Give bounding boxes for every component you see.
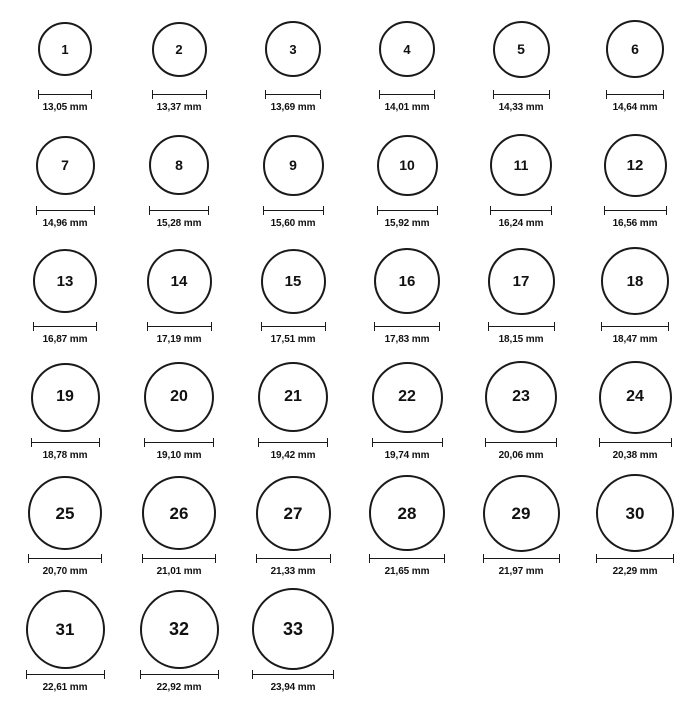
diameter-measure-bar	[488, 322, 555, 331]
measure-tick-right	[556, 438, 557, 447]
ring-circle	[256, 476, 331, 551]
measure-line	[601, 326, 669, 327]
diameter-measure-bar	[261, 322, 326, 331]
diameter-label: 18,15 mm	[498, 334, 544, 345]
ring-size-cell	[350, 122, 464, 238]
measure-line	[596, 558, 674, 559]
measure-line	[372, 442, 443, 443]
ring-circle	[147, 249, 212, 314]
diameter-measure-bar	[265, 90, 321, 99]
measure-tick-left	[493, 90, 494, 99]
diameter-label: 16,87 mm	[42, 334, 88, 345]
ring-circle-wrap	[488, 238, 555, 324]
ring-circle	[38, 22, 92, 76]
ring-circle-wrap	[38, 6, 92, 92]
ring-size-number: 16	[398, 272, 416, 290]
measure-tick-right	[320, 90, 321, 99]
ring-circle-wrap	[152, 6, 207, 92]
diameter-measure-bar	[485, 438, 557, 447]
measure-line	[28, 558, 102, 559]
measure-line	[26, 674, 105, 675]
ring-circle	[374, 248, 440, 314]
diameter-label: 14,96 mm	[42, 218, 88, 229]
measure-tick-left	[374, 322, 375, 331]
diameter-label: 16,24 mm	[498, 218, 544, 229]
ring-circle	[152, 22, 207, 77]
diameter-measure-bar	[596, 554, 674, 563]
measure-line	[147, 326, 212, 327]
measure-tick-left	[38, 90, 39, 99]
diameter-label: 13,05 mm	[42, 102, 88, 113]
measure-tick-right	[91, 90, 92, 99]
measure-line	[152, 94, 207, 95]
ring-size-cell	[236, 586, 350, 702]
ring-size-number: 20	[170, 388, 188, 405]
ring-size-cell	[350, 354, 464, 470]
diameter-label: 16,56 mm	[612, 218, 658, 229]
diameter-measure-bar	[28, 554, 102, 563]
ring-circle	[140, 590, 219, 669]
ring-size-number: 12	[626, 156, 644, 174]
measure-line	[261, 326, 326, 327]
diameter-label: 14,64 mm	[612, 102, 658, 113]
measure-line	[258, 442, 328, 443]
measure-tick-left	[599, 438, 600, 447]
measure-line	[488, 326, 555, 327]
ring-size-cell	[122, 122, 236, 238]
ring-circle	[142, 476, 216, 550]
ring-circle	[149, 135, 209, 195]
measure-tick-left	[483, 554, 484, 563]
ring-size-cell	[464, 6, 578, 122]
measure-line	[485, 442, 557, 443]
ring-circle-wrap	[377, 122, 438, 208]
measure-line	[263, 210, 324, 211]
diameter-label: 21,33 mm	[270, 566, 316, 577]
measure-tick-right	[94, 206, 95, 215]
ring-size-number: 8	[175, 157, 183, 173]
diameter-measure-bar	[140, 670, 219, 679]
diameter-measure-bar	[483, 554, 560, 563]
ring-circle-wrap	[31, 354, 100, 440]
ring-circle-wrap	[36, 122, 95, 208]
measure-line	[252, 674, 334, 675]
ring-size-cell	[236, 6, 350, 122]
diameter-label: 21,97 mm	[498, 566, 544, 577]
diameter-label: 19,74 mm	[384, 450, 430, 461]
diameter-measure-bar	[490, 206, 552, 215]
measure-tick-left	[377, 206, 378, 215]
diameter-label: 21,01 mm	[156, 566, 202, 577]
measure-tick-left	[252, 670, 253, 679]
ring-circle	[261, 249, 326, 314]
ring-size-number: 13	[56, 272, 74, 290]
ring-size-number: 11	[513, 157, 529, 173]
measure-tick-left	[369, 554, 370, 563]
diameter-measure-bar	[604, 206, 667, 215]
ring-size-number: 7	[61, 157, 69, 173]
ring-size-cell	[122, 238, 236, 354]
measure-tick-right	[101, 554, 102, 563]
ring-size-cell	[122, 354, 236, 470]
ring-circle	[493, 21, 550, 78]
measure-tick-right	[442, 438, 443, 447]
diameter-label: 17,83 mm	[384, 334, 430, 345]
ring-size-cell	[8, 122, 122, 238]
measure-line	[33, 326, 97, 327]
diameter-label: 20,70 mm	[42, 566, 88, 577]
measure-line	[369, 558, 445, 559]
ring-size-number: 5	[517, 41, 525, 57]
measure-tick-right	[434, 90, 435, 99]
ring-size-number: 23	[512, 388, 530, 405]
measure-line	[256, 558, 331, 559]
measure-tick-right	[218, 670, 219, 679]
measure-tick-right	[437, 206, 438, 215]
ring-circle	[31, 363, 100, 432]
measure-tick-right	[104, 670, 105, 679]
measure-tick-right	[554, 322, 555, 331]
diameter-measure-bar	[144, 438, 214, 447]
measure-line	[142, 558, 216, 559]
ring-size-number: 9	[289, 157, 297, 173]
ring-circle	[604, 134, 667, 197]
ring-size-number: 10	[399, 157, 415, 173]
measure-tick-right	[213, 438, 214, 447]
ring-circle-wrap	[142, 470, 216, 556]
ring-size-cell	[8, 586, 122, 702]
measure-tick-right	[668, 322, 669, 331]
diameter-measure-bar	[493, 90, 550, 99]
ring-size-number: 1	[61, 41, 69, 57]
diameter-label: 17,51 mm	[270, 334, 316, 345]
ring-circle-wrap	[144, 354, 214, 440]
measure-tick-left	[604, 206, 605, 215]
ring-circle	[144, 362, 214, 432]
measure-tick-right	[330, 554, 331, 563]
measure-tick-right	[206, 90, 207, 99]
measure-tick-left	[265, 90, 266, 99]
measure-tick-right	[208, 206, 209, 215]
measure-tick-left	[152, 90, 153, 99]
ring-circle-wrap	[596, 470, 674, 556]
diameter-measure-bar	[38, 90, 92, 99]
diameter-measure-bar	[33, 322, 97, 331]
diameter-measure-bar	[599, 438, 672, 447]
measure-tick-left	[485, 438, 486, 447]
ring-size-number: 29	[511, 503, 531, 523]
ring-grid	[8, 6, 692, 702]
diameter-measure-bar	[379, 90, 435, 99]
ring-circle	[483, 475, 560, 552]
measure-tick-left	[26, 670, 27, 679]
ring-size-cell	[350, 238, 464, 354]
diameter-measure-bar	[374, 322, 440, 331]
diameter-measure-bar	[263, 206, 324, 215]
diameter-measure-bar	[369, 554, 445, 563]
diameter-label: 19,10 mm	[156, 450, 202, 461]
diameter-measure-bar	[36, 206, 95, 215]
measure-tick-left	[140, 670, 141, 679]
measure-line	[377, 210, 438, 211]
measure-line	[379, 94, 435, 95]
ring-circle-wrap	[599, 354, 672, 440]
diameter-label: 18,47 mm	[612, 334, 658, 345]
ring-size-number: 27	[283, 503, 303, 523]
ring-circle-wrap	[601, 238, 669, 324]
ring-size-number: 33	[282, 619, 304, 639]
measure-tick-right	[671, 438, 672, 447]
ring-size-number: 21	[284, 388, 302, 405]
ring-size-cell	[350, 470, 464, 586]
diameter-label: 14,33 mm	[498, 102, 544, 113]
diameter-label: 17,19 mm	[156, 334, 202, 345]
diameter-measure-bar	[147, 322, 212, 331]
ring-circle-wrap	[252, 586, 334, 672]
ring-size-number: 17	[512, 272, 530, 290]
measure-tick-left	[372, 438, 373, 447]
measure-line	[38, 94, 92, 95]
ring-size-number: 22	[398, 388, 416, 405]
diameter-label: 13,69 mm	[270, 102, 316, 113]
ring-size-cell	[464, 238, 578, 354]
measure-tick-left	[149, 206, 150, 215]
ring-circle	[596, 474, 674, 552]
ring-circle-wrap	[379, 6, 435, 92]
measure-tick-left	[36, 206, 37, 215]
measure-line	[149, 210, 209, 211]
ring-circle-wrap	[140, 586, 219, 672]
ring-size-number: 25	[55, 503, 75, 523]
measure-tick-right	[211, 322, 212, 331]
ring-circle-wrap	[149, 122, 209, 208]
ring-size-number: 31	[55, 619, 75, 639]
measure-tick-left	[490, 206, 491, 215]
ring-size-cell	[578, 122, 692, 238]
measure-tick-right	[549, 90, 550, 99]
ring-size-cell	[236, 354, 350, 470]
ring-size-cell	[8, 354, 122, 470]
diameter-measure-bar	[606, 90, 664, 99]
ring-size-number: 2	[175, 41, 183, 57]
diameter-label: 22,61 mm	[42, 682, 88, 693]
diameter-label: 15,92 mm	[384, 218, 430, 229]
measure-tick-right	[327, 438, 328, 447]
measure-tick-left	[28, 554, 29, 563]
ring-circle-wrap	[28, 470, 102, 556]
ring-circle	[372, 362, 443, 433]
ring-size-number: 3	[289, 41, 297, 57]
measure-line	[144, 442, 214, 443]
ring-circle	[599, 361, 672, 434]
measure-tick-left	[142, 554, 143, 563]
measure-line	[606, 94, 664, 95]
diameter-measure-bar	[149, 206, 209, 215]
diameter-measure-bar	[258, 438, 328, 447]
ring-circle-wrap	[147, 238, 212, 324]
ring-size-number: 15	[284, 272, 302, 290]
measure-line	[31, 442, 100, 443]
ring-size-number: 26	[169, 503, 189, 523]
measure-tick-left	[601, 322, 602, 331]
measure-tick-left	[256, 554, 257, 563]
measure-line	[490, 210, 552, 211]
ring-circle	[33, 249, 97, 313]
measure-tick-left	[144, 438, 145, 447]
ring-size-cell	[350, 6, 464, 122]
diameter-measure-bar	[152, 90, 207, 99]
ring-size-cell	[8, 6, 122, 122]
measure-tick-right	[325, 322, 326, 331]
measure-tick-left	[31, 438, 32, 447]
ring-size-number: 28	[397, 503, 417, 523]
ring-size-cell	[122, 586, 236, 702]
ring-size-cell	[236, 122, 350, 238]
measure-tick-left	[488, 322, 489, 331]
measure-line	[265, 94, 321, 95]
diameter-label: 13,37 mm	[156, 102, 202, 113]
measure-tick-right	[666, 206, 667, 215]
measure-tick-right	[215, 554, 216, 563]
ring-circle-wrap	[26, 586, 105, 672]
measure-tick-left	[147, 322, 148, 331]
measure-tick-left	[606, 90, 607, 99]
ring-circle-wrap	[493, 6, 550, 92]
measure-line	[36, 210, 95, 211]
measure-tick-left	[33, 322, 34, 331]
ring-circle	[488, 248, 555, 315]
ring-circle-wrap	[604, 122, 667, 208]
diameter-label: 19,42 mm	[270, 450, 316, 461]
diameter-measure-bar	[31, 438, 100, 447]
diameter-label: 18,78 mm	[42, 450, 88, 461]
measure-line	[483, 558, 560, 559]
diameter-label: 20,38 mm	[612, 450, 658, 461]
ring-circle	[485, 361, 557, 433]
diameter-measure-bar	[26, 670, 105, 679]
ring-size-cell	[578, 354, 692, 470]
measure-tick-right	[323, 206, 324, 215]
diameter-label: 22,92 mm	[156, 682, 202, 693]
ring-circle-wrap	[263, 122, 324, 208]
diameter-measure-bar	[372, 438, 443, 447]
measure-tick-right	[96, 322, 97, 331]
diameter-label: 23,94 mm	[270, 682, 316, 693]
measure-tick-right	[333, 670, 334, 679]
diameter-measure-bar	[601, 322, 669, 331]
measure-line	[604, 210, 667, 211]
measure-line	[599, 442, 672, 443]
ring-size-number: 32	[168, 619, 190, 639]
ring-size-cell	[236, 238, 350, 354]
diameter-measure-bar	[142, 554, 216, 563]
measure-tick-right	[444, 554, 445, 563]
ring-size-number: 6	[631, 41, 639, 57]
ring-circle	[258, 362, 328, 432]
measure-line	[140, 674, 219, 675]
ring-size-cell	[122, 470, 236, 586]
ring-circle-wrap	[485, 354, 557, 440]
ring-size-number: 14	[170, 272, 188, 290]
measure-line	[493, 94, 550, 95]
ring-size-number: 18	[626, 272, 644, 290]
ring-size-cell	[464, 354, 578, 470]
ring-circle	[26, 590, 105, 669]
diameter-label: 22,29 mm	[612, 566, 658, 577]
ring-circle	[606, 20, 664, 78]
ring-size-cell	[8, 470, 122, 586]
ring-circle-wrap	[372, 354, 443, 440]
diameter-label: 20,06 mm	[498, 450, 544, 461]
ring-circle-wrap	[374, 238, 440, 324]
ring-size-cell	[236, 470, 350, 586]
measure-tick-right	[439, 322, 440, 331]
measure-tick-right	[99, 438, 100, 447]
ring-size-cell	[578, 6, 692, 122]
measure-tick-left	[258, 438, 259, 447]
diameter-measure-bar	[252, 670, 334, 679]
ring-size-number: 30	[625, 503, 645, 523]
ring-circle	[377, 135, 438, 196]
ring-circle	[490, 134, 552, 196]
measure-tick-left	[263, 206, 264, 215]
measure-tick-right	[663, 90, 664, 99]
diameter-label: 21,65 mm	[384, 566, 430, 577]
ring-size-cell	[464, 122, 578, 238]
ring-size-cell	[122, 6, 236, 122]
ring-circle-wrap	[606, 6, 664, 92]
ring-size-cell	[578, 470, 692, 586]
ring-circle	[369, 475, 445, 551]
measure-tick-left	[596, 554, 597, 563]
ring-circle	[379, 21, 435, 77]
ring-circle-wrap	[265, 6, 321, 92]
ring-size-number: 4	[403, 41, 411, 57]
ring-circle	[36, 136, 95, 195]
ring-circle	[263, 135, 324, 196]
measure-tick-right	[673, 554, 674, 563]
ring-circle	[28, 476, 102, 550]
diameter-measure-bar	[256, 554, 331, 563]
diameter-measure-bar	[377, 206, 438, 215]
ring-size-number: 24	[626, 388, 644, 405]
ring-circle	[601, 247, 669, 315]
diameter-label: 14,01 mm	[384, 102, 430, 113]
measure-tick-right	[559, 554, 560, 563]
ring-circle-wrap	[490, 122, 552, 208]
measure-line	[374, 326, 440, 327]
ring-size-cell	[578, 238, 692, 354]
ring-circle-wrap	[261, 238, 326, 324]
ring-circle-wrap	[256, 470, 331, 556]
ring-size-cell	[464, 470, 578, 586]
measure-tick-left	[261, 322, 262, 331]
diameter-label: 15,28 mm	[156, 218, 202, 229]
measure-tick-right	[551, 206, 552, 215]
ring-circle-wrap	[258, 354, 328, 440]
measure-tick-left	[379, 90, 380, 99]
ring-circle-wrap	[369, 470, 445, 556]
ring-circle-wrap	[33, 238, 97, 324]
ring-circle	[252, 588, 334, 670]
ring-size-number: 19	[56, 388, 74, 405]
ring-circle-wrap	[483, 470, 560, 556]
diameter-label: 15,60 mm	[270, 218, 316, 229]
ring-size-cell	[8, 238, 122, 354]
ring-circle	[265, 21, 321, 77]
